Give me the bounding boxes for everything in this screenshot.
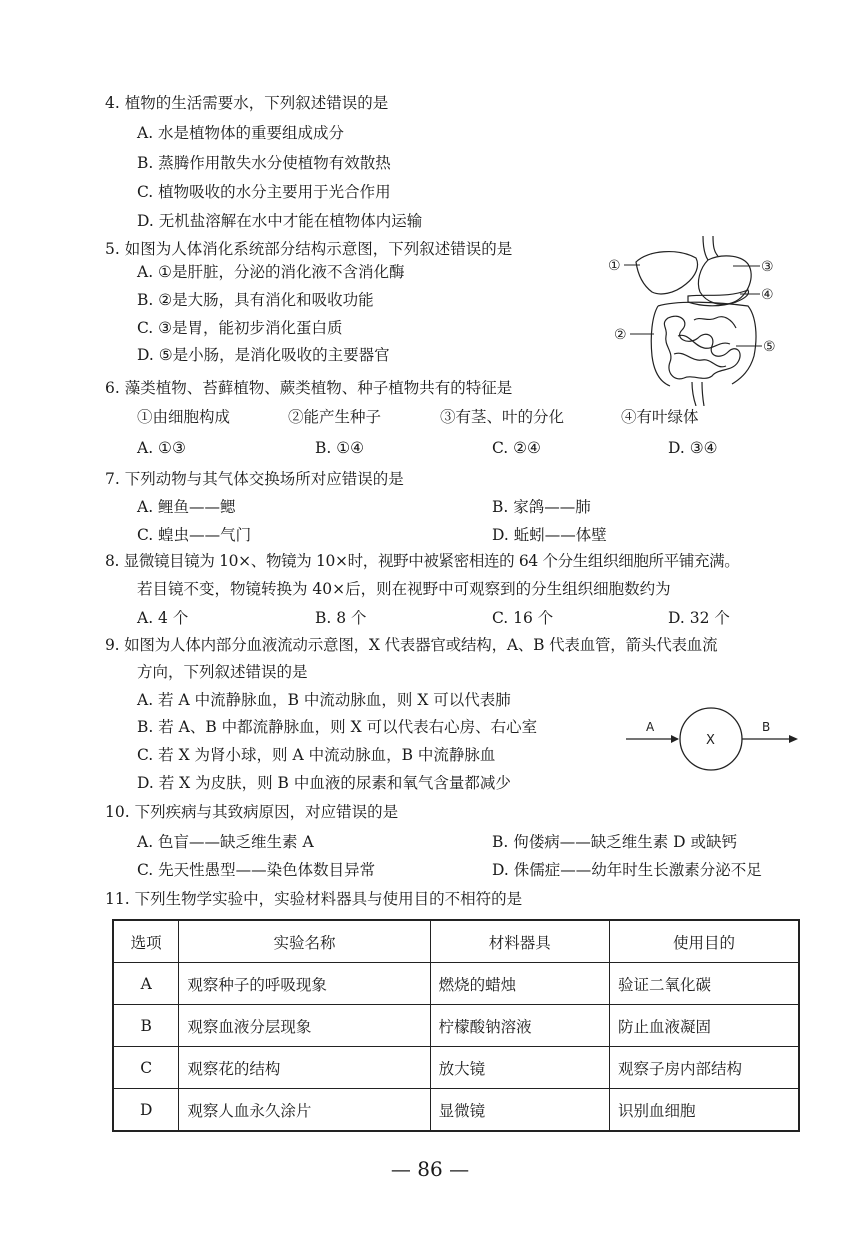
row-material: 燃烧的蜡烛 <box>430 963 609 1005</box>
header-option: 选项 <box>113 920 179 963</box>
q10-option-b: B. 佝偻病——缺乏维生素 D 或缺钙 <box>492 833 738 851</box>
label-5: ⑤ <box>763 339 776 355</box>
q7-stem: 7. 下列动物与其气体交换场所对应错误的是 <box>105 470 404 488</box>
q9-option-b: B. 若 A、B 中都流静脉血，则 X 可以代表右心房、右心室 <box>137 718 538 736</box>
q7-option-a: A. 鲤鱼——鳃 <box>137 498 236 516</box>
label-2: ② <box>614 327 627 343</box>
q6-option-d: D. ③④ <box>668 439 718 457</box>
row-material: 柠檬酸钠溶液 <box>430 1005 609 1047</box>
arrow-b-icon <box>789 735 798 743</box>
q6-feature-2: ②能产生种子 <box>288 408 382 426</box>
vessel-b-label: B <box>762 720 771 734</box>
q4-option-c: C. 植物吸收的水分主要用于光合作用 <box>137 183 391 201</box>
page-number: — 86 — <box>390 1157 470 1181</box>
q7-option-d: D. 蚯蚓——体壁 <box>492 526 607 544</box>
row-purpose: 防止血液凝固 <box>610 1005 799 1047</box>
label-1: ① <box>608 258 621 274</box>
q5-option-c: C. ③是胃，能初步消化蛋白质 <box>137 319 343 337</box>
q4-option-b: B. 蒸腾作用散失水分使植物有效散热 <box>137 154 391 172</box>
q4-stem: 4. 植物的生活需要水，下列叙述错误的是 <box>105 94 389 112</box>
row-purpose: 识别血细胞 <box>610 1089 799 1132</box>
q8-stem-line2: 若目镜不变，物镜转换为 40×后，则在视野中可观察到的分生组织细胞数约为 <box>137 580 671 598</box>
header-experiment-name: 实验名称 <box>179 920 430 963</box>
esophagus-shape <box>703 236 708 260</box>
row-experiment: 观察血液分层现象 <box>179 1005 430 1047</box>
q8-option-b: B. 8 个 <box>315 609 367 627</box>
row-option: A <box>113 963 179 1005</box>
q10-option-c: C. 先天性愚型——染色体数目异常 <box>137 861 376 879</box>
q7-option-b: B. 家鸽——肺 <box>492 498 591 516</box>
row-experiment: 观察种子的呼吸现象 <box>179 963 430 1005</box>
q4-option-d: D. 无机盐溶解在水中才能在植物体内运输 <box>137 212 423 230</box>
table-header-row <box>113 920 799 963</box>
row-material: 放大镜 <box>430 1047 609 1089</box>
q9-option-a: A. 若 A 中流静脉血，B 中流动脉血，则 X 可以代表肺 <box>137 691 511 709</box>
vessel-a-label: A <box>646 720 655 734</box>
q10-stem: 10. 下列疾病与其致病原因，对应错误的是 <box>105 803 399 821</box>
q6-option-b: B. ①④ <box>315 439 365 457</box>
row-option: C <box>113 1047 179 1089</box>
row-purpose: 观察子房内部结构 <box>610 1047 799 1089</box>
q8-option-a: A. 4 个 <box>137 609 189 627</box>
q5-option-a: A. ①是肝脏，分泌的消化液不含消化酶 <box>137 263 405 281</box>
organ-x-label: X <box>706 733 715 748</box>
experiment-table <box>112 919 800 1132</box>
q6-stem: 6. 藻类植物、苔藓植物、蕨类植物、种子植物共有的特征是 <box>105 379 513 397</box>
blood-flow-diagram <box>620 700 806 780</box>
stomach-shape <box>698 256 751 304</box>
q9-option-c: C. 若 X 为肾小球，则 A 中流动脉血，B 中流静脉血 <box>137 746 496 764</box>
row-experiment: 观察花的结构 <box>179 1047 430 1089</box>
q8-option-c: C. 16 个 <box>492 609 554 627</box>
label-3: ③ <box>761 259 774 275</box>
row-material: 显微镜 <box>430 1089 609 1132</box>
table-row <box>113 963 799 1005</box>
table-row <box>113 1047 799 1089</box>
q6-feature-1: ①由细胞构成 <box>137 408 231 426</box>
header-purpose: 使用目的 <box>610 920 799 963</box>
q5-stem: 5. 如图为人体消化系统部分结构示意图，下列叙述错误的是 <box>105 240 513 258</box>
row-purpose: 验证二氧化碳 <box>610 963 799 1005</box>
label-4: ④ <box>761 287 774 303</box>
q8-option-d: D. 32 个 <box>668 609 730 627</box>
liver-shape <box>636 252 698 294</box>
row-experiment: 观察人血永久涂片 <box>179 1089 430 1132</box>
table-row <box>113 1005 799 1047</box>
q10-option-d: D. 侏儒症——幼年时生长激素分泌不足 <box>492 861 762 879</box>
q7-option-c: C. 蝗虫——气门 <box>137 526 252 544</box>
arrow-a-icon <box>671 735 679 743</box>
q6-option-c: C. ②④ <box>492 439 541 457</box>
q6-feature-4: ④有叶绿体 <box>621 408 699 426</box>
header-materials: 材料器具 <box>430 920 609 963</box>
digestive-system-diagram <box>608 236 800 406</box>
row-option: D <box>113 1089 179 1132</box>
q8-stem-line1: 8. 显微镜目镜为 10×、物镜为 10×时，视野中被紧密相连的 64 个分生组织细胞所平铺充满。 <box>105 552 740 570</box>
q5-option-d: D. ⑤是小肠，是消化吸收的主要器官 <box>137 346 390 364</box>
q4-option-a: A. 水是植物体的重要组成成分 <box>137 124 345 142</box>
q9-stem-line1: 9. 如图为人体内部分血液流动示意图，X 代表器官或结构，A、B 代表血管，箭头代表血流 <box>105 636 718 654</box>
q6-option-a: A. ①③ <box>137 439 186 457</box>
q9-stem-line2: 方向，下列叙述错误的是 <box>137 663 308 681</box>
q5-option-b: B. ②是大肠，具有消化和吸收功能 <box>137 291 374 309</box>
q11-stem: 11. 下列生物学实验中，实验材料器具与使用目的不相符的是 <box>105 890 523 908</box>
q9-option-d: D. 若 X 为皮肤，则 B 中血液的尿素和氧气含量都减少 <box>137 774 511 792</box>
q10-option-a: A. 色盲——缺乏维生素 A <box>137 833 314 851</box>
table-row <box>113 1089 799 1132</box>
q6-feature-3: ③有茎、叶的分化 <box>440 408 565 426</box>
row-option: B <box>113 1005 179 1047</box>
